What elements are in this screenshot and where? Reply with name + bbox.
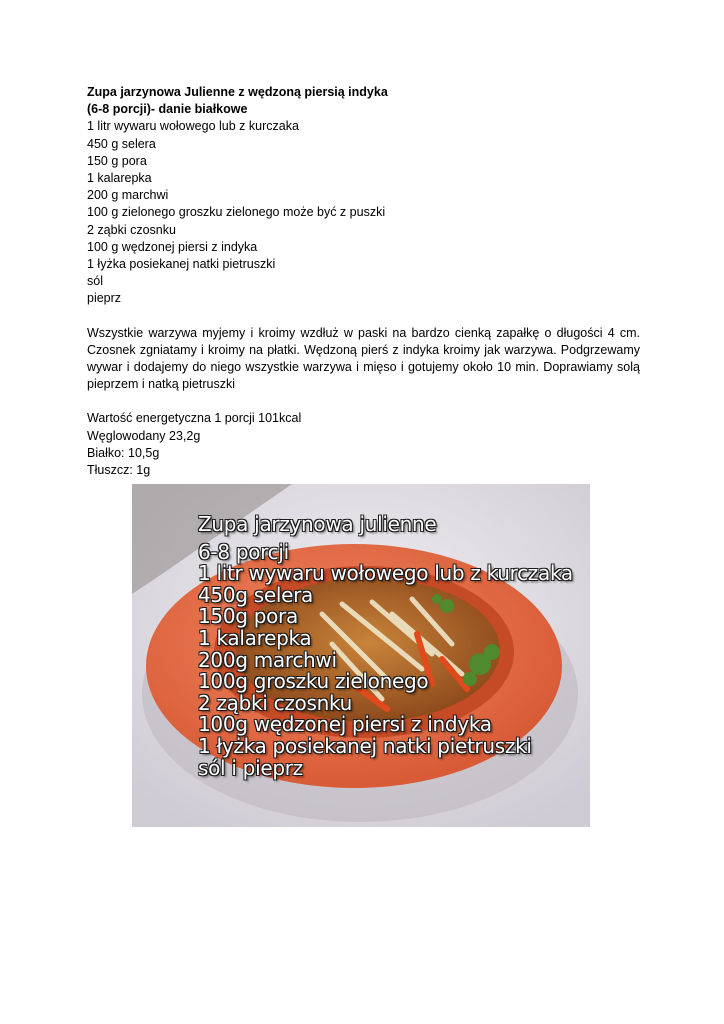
paragraph-gap [87,308,640,325]
overlay-line: 1 łyżka posiekanej natki pietruszki [198,733,532,758]
nutrition-line: Tłuszcz: 1g [87,463,151,478]
overlay-title: Zupa jarzynowa julienne [198,512,437,536]
nutrition-line: Białko: 10,5g [87,445,160,460]
photo-caption-overlay [198,514,573,779]
overlay-line: 6-8 porcji [198,539,289,564]
ingredient-line: 1 łyżka posiekanej natki pietruszki [87,257,276,272]
instructions-paragraph: Wszystkie warzywa myjemy i kroimy wzdłuż w paski na bardzo cienką zapałkę o długości 4 cm. Czosnek zgniatamy i kroimy na płatki. Wędzoną pierś z indyka kroimy jak warzywa. Podgrzewamy wywar i dodajemy do niego wszystkie warzywa i mięso i gotujemy około 10 min. Doprawiamy solą pieprzem i natką pietruszki [87,325,640,392]
overlay-line: 200g marchwi [198,647,337,672]
ingredient-line: pieprz [87,291,122,306]
nutrition-line: Wartość energetyczna 1 porcji 101kcal [87,411,302,426]
recipe-document [87,84,640,479]
ingredient-line: 100 g wędzonej piersi z indyka [87,239,258,254]
ingredient-line: sól [87,274,103,289]
overlay-line: 450g selera [198,582,313,607]
nutrition-line: Węglowodany 23,2g [87,428,201,443]
ingredient-line: 150 g pora [87,153,147,168]
ingredient-line: 450 g selera [87,136,156,151]
ingredient-line: 2 ząbki czosnku [87,222,176,237]
overlay-line: 100g groszku zielonego [198,669,429,694]
recipe-title: Zupa jarzynowa Julienne z wędzoną piersią indyka [87,85,388,99]
overlay-line: sól i pieprz [198,755,303,780]
recipe-subtitle: (6-8 porcji)- danie białkowe [87,102,248,117]
overlay-line: 150g pora [198,604,298,629]
overlay-line: 1 kalarepka [198,625,312,650]
overlay-line: 1 litr wywaru wołowego lub z kurczaka [198,561,573,586]
ingredient-line: 100 g zielonego groszku zielonego może być z puszki [87,205,386,220]
overlay-line: 100g wędzonej piersi z indyka [198,712,492,737]
ingredient-line: 1 kalarepka [87,171,152,186]
overlay-line: 2 ząbki czosnku [198,690,352,715]
ingredient-line: 1 litr wywaru wołowego lub z kurczaka [87,119,299,134]
paragraph-gap [87,393,640,410]
soup-photo [132,484,590,827]
ingredient-line: 200 g marchwi [87,188,169,203]
